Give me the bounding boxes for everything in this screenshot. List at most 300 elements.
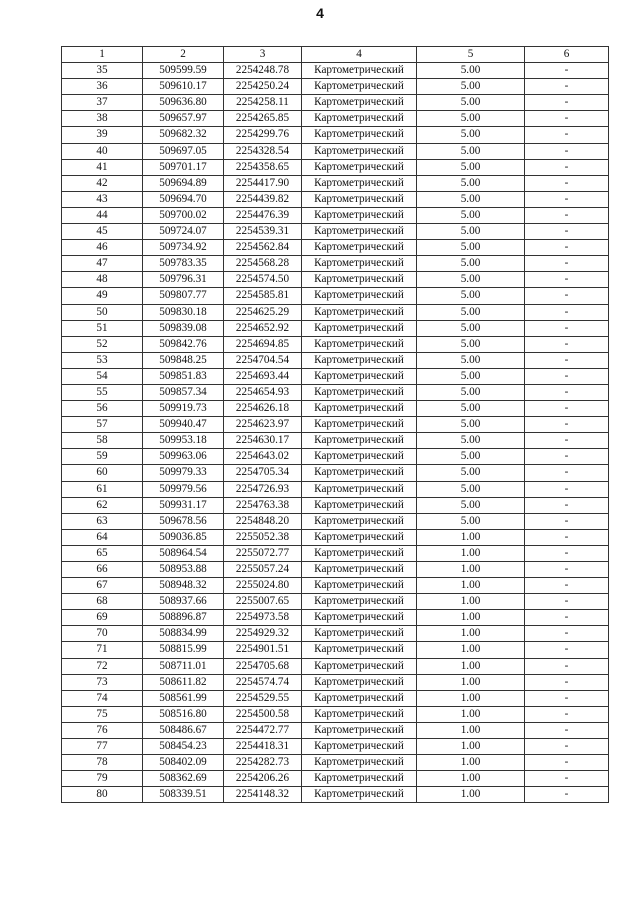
point-number-cell: 62 [62,497,143,513]
x-coordinate-cell: 509848.25 [143,352,224,368]
note-cell: - [525,63,609,79]
x-coordinate-cell: 508454.23 [143,739,224,755]
x-coordinate-cell: 509678.56 [143,513,224,529]
point-number-cell: 51 [62,320,143,336]
accuracy-cell: 1.00 [417,642,525,658]
method-cell: Картометрический [302,143,417,159]
point-number-cell: 66 [62,562,143,578]
column-header-5: 5 [417,47,525,63]
table-body [62,63,609,803]
accuracy-cell: 5.00 [417,111,525,127]
y-coordinate-cell: 2254206.26 [224,771,302,787]
y-coordinate-cell: 2254726.93 [224,481,302,497]
table-row [62,449,609,465]
x-coordinate-cell: 509599.59 [143,63,224,79]
point-number-cell: 79 [62,771,143,787]
table-row [62,706,609,722]
note-cell: - [525,594,609,610]
accuracy-cell: 5.00 [417,384,525,400]
x-coordinate-cell: 509851.83 [143,368,224,384]
table-row [62,658,609,674]
method-cell: Картометрический [302,191,417,207]
accuracy-cell: 5.00 [417,336,525,352]
point-number-cell: 76 [62,722,143,738]
x-coordinate-cell: 508937.66 [143,594,224,610]
point-number-cell: 47 [62,256,143,272]
table-row [62,352,609,368]
point-number-cell: 57 [62,417,143,433]
y-coordinate-cell: 2254693.44 [224,368,302,384]
accuracy-cell: 5.00 [417,143,525,159]
column-header-2: 2 [143,47,224,63]
y-coordinate-cell: 2254625.29 [224,304,302,320]
x-coordinate-cell: 509724.07 [143,224,224,240]
x-coordinate-cell: 508953.88 [143,562,224,578]
table-row [62,578,609,594]
method-cell: Картометрический [302,674,417,690]
point-number-cell: 65 [62,545,143,561]
x-coordinate-cell: 509682.32 [143,127,224,143]
accuracy-cell: 1.00 [417,578,525,594]
method-cell: Картометрический [302,304,417,320]
point-number-cell: 78 [62,755,143,771]
note-cell: - [525,272,609,288]
method-cell: Картометрический [302,288,417,304]
method-cell: Картометрический [302,626,417,642]
accuracy-cell: 5.00 [417,352,525,368]
table-row [62,626,609,642]
point-number-cell: 77 [62,739,143,755]
note-cell: - [525,417,609,433]
y-coordinate-cell: 2254929.32 [224,626,302,642]
accuracy-cell: 1.00 [417,771,525,787]
table-row [62,224,609,240]
note-cell: - [525,127,609,143]
method-cell: Картометрический [302,722,417,738]
x-coordinate-cell: 508486.67 [143,722,224,738]
point-number-cell: 70 [62,626,143,642]
table-row [62,63,609,79]
method-cell: Картометрический [302,159,417,175]
method-cell: Картометрический [302,63,417,79]
note-cell: - [525,288,609,304]
table-row [62,771,609,787]
column-header-4: 4 [302,47,417,63]
accuracy-cell: 1.00 [417,755,525,771]
note-cell: - [525,690,609,706]
note-cell: - [525,175,609,191]
accuracy-cell: 1.00 [417,658,525,674]
method-cell: Картометрический [302,465,417,481]
point-number-cell: 58 [62,433,143,449]
y-coordinate-cell: 2254529.55 [224,690,302,706]
accuracy-cell: 5.00 [417,320,525,336]
x-coordinate-cell: 508896.87 [143,610,224,626]
accuracy-cell: 5.00 [417,497,525,513]
method-cell: Картометрический [302,513,417,529]
method-cell: Картометрический [302,594,417,610]
accuracy-cell: 5.00 [417,433,525,449]
method-cell: Картометрический [302,240,417,256]
x-coordinate-cell: 508339.51 [143,787,224,803]
method-cell: Картометрический [302,417,417,433]
note-cell: - [525,224,609,240]
point-number-cell: 60 [62,465,143,481]
y-coordinate-cell: 2254148.32 [224,787,302,803]
x-coordinate-cell: 509940.47 [143,417,224,433]
note-cell: - [525,706,609,722]
accuracy-cell: 5.00 [417,224,525,240]
table-row [62,497,609,513]
y-coordinate-cell: 2254562.84 [224,240,302,256]
y-coordinate-cell: 2254626.18 [224,401,302,417]
accuracy-cell: 5.00 [417,240,525,256]
accuracy-cell: 5.00 [417,272,525,288]
method-cell: Картометрический [302,449,417,465]
method-cell: Картометрический [302,771,417,787]
point-number-cell: 61 [62,481,143,497]
table-row [62,256,609,272]
x-coordinate-cell: 508964.54 [143,545,224,561]
x-coordinate-cell: 509953.18 [143,433,224,449]
note-cell: - [525,626,609,642]
point-number-cell: 54 [62,368,143,384]
note-cell: - [525,143,609,159]
accuracy-cell: 1.00 [417,787,525,803]
table-row [62,288,609,304]
x-coordinate-cell: 509697.05 [143,143,224,159]
y-coordinate-cell: 2255052.38 [224,529,302,545]
point-number-cell: 50 [62,304,143,320]
y-coordinate-cell: 2254705.34 [224,465,302,481]
y-coordinate-cell: 2254643.02 [224,449,302,465]
note-cell: - [525,159,609,175]
accuracy-cell: 1.00 [417,706,525,722]
point-number-cell: 53 [62,352,143,368]
x-coordinate-cell: 508561.99 [143,690,224,706]
accuracy-cell: 1.00 [417,529,525,545]
point-number-cell: 36 [62,79,143,95]
method-cell: Картометрический [302,433,417,449]
note-cell: - [525,739,609,755]
point-number-cell: 68 [62,594,143,610]
point-number-cell: 43 [62,191,143,207]
method-cell: Картометрический [302,529,417,545]
method-cell: Картометрический [302,127,417,143]
table-row [62,690,609,706]
point-number-cell: 69 [62,610,143,626]
method-cell: Картометрический [302,111,417,127]
y-coordinate-cell: 2254258.11 [224,95,302,111]
accuracy-cell: 5.00 [417,401,525,417]
note-cell: - [525,465,609,481]
method-cell: Картометрический [302,401,417,417]
method-cell: Картометрический [302,384,417,400]
point-number-cell: 56 [62,401,143,417]
method-cell: Картометрический [302,755,417,771]
note-cell: - [525,481,609,497]
note-cell: - [525,111,609,127]
point-number-cell: 67 [62,578,143,594]
method-cell: Картометрический [302,578,417,594]
y-coordinate-cell: 2254250.24 [224,79,302,95]
x-coordinate-cell: 509636.80 [143,95,224,111]
x-coordinate-cell: 509734.92 [143,240,224,256]
method-cell: Картометрический [302,497,417,513]
y-coordinate-cell: 2255072.77 [224,545,302,561]
x-coordinate-cell: 509700.02 [143,207,224,223]
x-coordinate-cell: 508402.09 [143,755,224,771]
method-cell: Картометрический [302,272,417,288]
accuracy-cell: 5.00 [417,481,525,497]
method-cell: Картометрический [302,175,417,191]
point-number-cell: 72 [62,658,143,674]
note-cell: - [525,529,609,545]
table-row [62,465,609,481]
point-number-cell: 49 [62,288,143,304]
table-row [62,562,609,578]
point-number-cell: 35 [62,63,143,79]
table-row [62,95,609,111]
y-coordinate-cell: 2254652.92 [224,320,302,336]
note-cell: - [525,95,609,111]
point-number-cell: 71 [62,642,143,658]
point-number-cell: 59 [62,449,143,465]
point-number-cell: 74 [62,690,143,706]
accuracy-cell: 1.00 [417,626,525,642]
x-coordinate-cell: 509610.17 [143,79,224,95]
table-row [62,787,609,803]
accuracy-cell: 5.00 [417,79,525,95]
y-coordinate-cell: 2254265.85 [224,111,302,127]
y-coordinate-cell: 2255007.65 [224,594,302,610]
note-cell: - [525,401,609,417]
accuracy-cell: 5.00 [417,159,525,175]
y-coordinate-cell: 2254848.20 [224,513,302,529]
x-coordinate-cell: 509839.08 [143,320,224,336]
table-row [62,722,609,738]
note-cell: - [525,562,609,578]
point-number-cell: 39 [62,127,143,143]
accuracy-cell: 5.00 [417,207,525,223]
point-number-cell: 42 [62,175,143,191]
x-coordinate-cell: 509701.17 [143,159,224,175]
table-row [62,79,609,95]
method-cell: Картометрический [302,320,417,336]
x-coordinate-cell: 508516.80 [143,706,224,722]
note-cell: - [525,545,609,561]
note-cell: - [525,610,609,626]
x-coordinate-cell: 509783.35 [143,256,224,272]
accuracy-cell: 5.00 [417,513,525,529]
y-coordinate-cell: 2254763.38 [224,497,302,513]
column-header-6: 6 [525,47,609,63]
accuracy-cell: 1.00 [417,739,525,755]
point-number-cell: 44 [62,207,143,223]
note-cell: - [525,384,609,400]
accuracy-cell: 5.00 [417,95,525,111]
note-cell: - [525,497,609,513]
table-row [62,207,609,223]
y-coordinate-cell: 2255057.24 [224,562,302,578]
y-coordinate-cell: 2254568.28 [224,256,302,272]
accuracy-cell: 5.00 [417,175,525,191]
note-cell: - [525,722,609,738]
method-cell: Картометрический [302,706,417,722]
point-number-cell: 75 [62,706,143,722]
column-header-1: 1 [62,47,143,63]
x-coordinate-cell: 509963.06 [143,449,224,465]
point-number-cell: 41 [62,159,143,175]
x-coordinate-cell: 509931.17 [143,497,224,513]
y-coordinate-cell: 2254476.39 [224,207,302,223]
table-row [62,610,609,626]
y-coordinate-cell: 2254694.85 [224,336,302,352]
y-coordinate-cell: 2254623.97 [224,417,302,433]
accuracy-cell: 5.00 [417,288,525,304]
page-number: 4 [316,5,324,21]
table-row [62,481,609,497]
table-row [62,368,609,384]
note-cell: - [525,642,609,658]
accuracy-cell: 5.00 [417,127,525,143]
y-coordinate-cell: 2254705.68 [224,658,302,674]
method-cell: Картометрический [302,207,417,223]
accuracy-cell: 1.00 [417,674,525,690]
point-number-cell: 55 [62,384,143,400]
table-row [62,272,609,288]
accuracy-cell: 5.00 [417,449,525,465]
x-coordinate-cell: 509842.76 [143,336,224,352]
y-coordinate-cell: 2254574.74 [224,674,302,690]
method-cell: Картометрический [302,481,417,497]
y-coordinate-cell: 2254417.90 [224,175,302,191]
x-coordinate-cell: 509979.33 [143,465,224,481]
y-coordinate-cell: 2254654.93 [224,384,302,400]
x-coordinate-cell: 509036.85 [143,529,224,545]
method-cell: Картометрический [302,787,417,803]
method-cell: Картометрический [302,79,417,95]
note-cell: - [525,256,609,272]
x-coordinate-cell: 508711.01 [143,658,224,674]
y-coordinate-cell: 2254704.54 [224,352,302,368]
method-cell: Картометрический [302,368,417,384]
accuracy-cell: 1.00 [417,610,525,626]
point-number-cell: 73 [62,674,143,690]
table-row [62,755,609,771]
y-coordinate-cell: 2254539.31 [224,224,302,240]
table-row [62,674,609,690]
y-coordinate-cell: 2255024.80 [224,578,302,594]
table-row [62,384,609,400]
note-cell: - [525,304,609,320]
accuracy-cell: 5.00 [417,465,525,481]
y-coordinate-cell: 2254418.31 [224,739,302,755]
table-header [62,47,609,63]
accuracy-cell: 1.00 [417,545,525,561]
table-row [62,111,609,127]
note-cell: - [525,79,609,95]
x-coordinate-cell: 508834.99 [143,626,224,642]
point-number-cell: 48 [62,272,143,288]
point-number-cell: 46 [62,240,143,256]
note-cell: - [525,787,609,803]
point-number-cell: 37 [62,95,143,111]
y-coordinate-cell: 2254282.73 [224,755,302,771]
point-number-cell: 40 [62,143,143,159]
point-number-cell: 52 [62,336,143,352]
method-cell: Картометрический [302,739,417,755]
note-cell: - [525,191,609,207]
x-coordinate-cell: 509694.89 [143,175,224,191]
point-number-cell: 63 [62,513,143,529]
y-coordinate-cell: 2254472.77 [224,722,302,738]
table-row [62,513,609,529]
point-number-cell: 64 [62,529,143,545]
method-cell: Картометрический [302,256,417,272]
accuracy-cell: 1.00 [417,722,525,738]
note-cell: - [525,674,609,690]
table-row [62,545,609,561]
method-cell: Картометрический [302,562,417,578]
table-row [62,240,609,256]
x-coordinate-cell: 509694.70 [143,191,224,207]
table-row [62,417,609,433]
note-cell: - [525,658,609,674]
note-cell: - [525,771,609,787]
accuracy-cell: 5.00 [417,256,525,272]
table-row [62,127,609,143]
note-cell: - [525,207,609,223]
accuracy-cell: 1.00 [417,690,525,706]
method-cell: Картометрический [302,95,417,111]
y-coordinate-cell: 2254358.65 [224,159,302,175]
method-cell: Картометрический [302,642,417,658]
accuracy-cell: 5.00 [417,417,525,433]
header-row [62,47,609,63]
y-coordinate-cell: 2254574.50 [224,272,302,288]
column-header-3: 3 [224,47,302,63]
accuracy-cell: 5.00 [417,63,525,79]
x-coordinate-cell: 509857.34 [143,384,224,400]
note-cell: - [525,449,609,465]
note-cell: - [525,352,609,368]
note-cell: - [525,433,609,449]
y-coordinate-cell: 2254585.81 [224,288,302,304]
y-coordinate-cell: 2254439.82 [224,191,302,207]
x-coordinate-cell: 508611.82 [143,674,224,690]
accuracy-cell: 1.00 [417,562,525,578]
method-cell: Картометрический [302,352,417,368]
note-cell: - [525,513,609,529]
table-row [62,159,609,175]
accuracy-cell: 5.00 [417,368,525,384]
note-cell: - [525,755,609,771]
table-row [62,739,609,755]
table-row [62,304,609,320]
y-coordinate-cell: 2254248.78 [224,63,302,79]
note-cell: - [525,240,609,256]
x-coordinate-cell: 508362.69 [143,771,224,787]
method-cell: Картометрический [302,690,417,706]
y-coordinate-cell: 2254630.17 [224,433,302,449]
table-row [62,529,609,545]
point-number-cell: 38 [62,111,143,127]
table-row [62,594,609,610]
x-coordinate-cell: 509796.31 [143,272,224,288]
table-row [62,642,609,658]
y-coordinate-cell: 2254901.51 [224,642,302,658]
